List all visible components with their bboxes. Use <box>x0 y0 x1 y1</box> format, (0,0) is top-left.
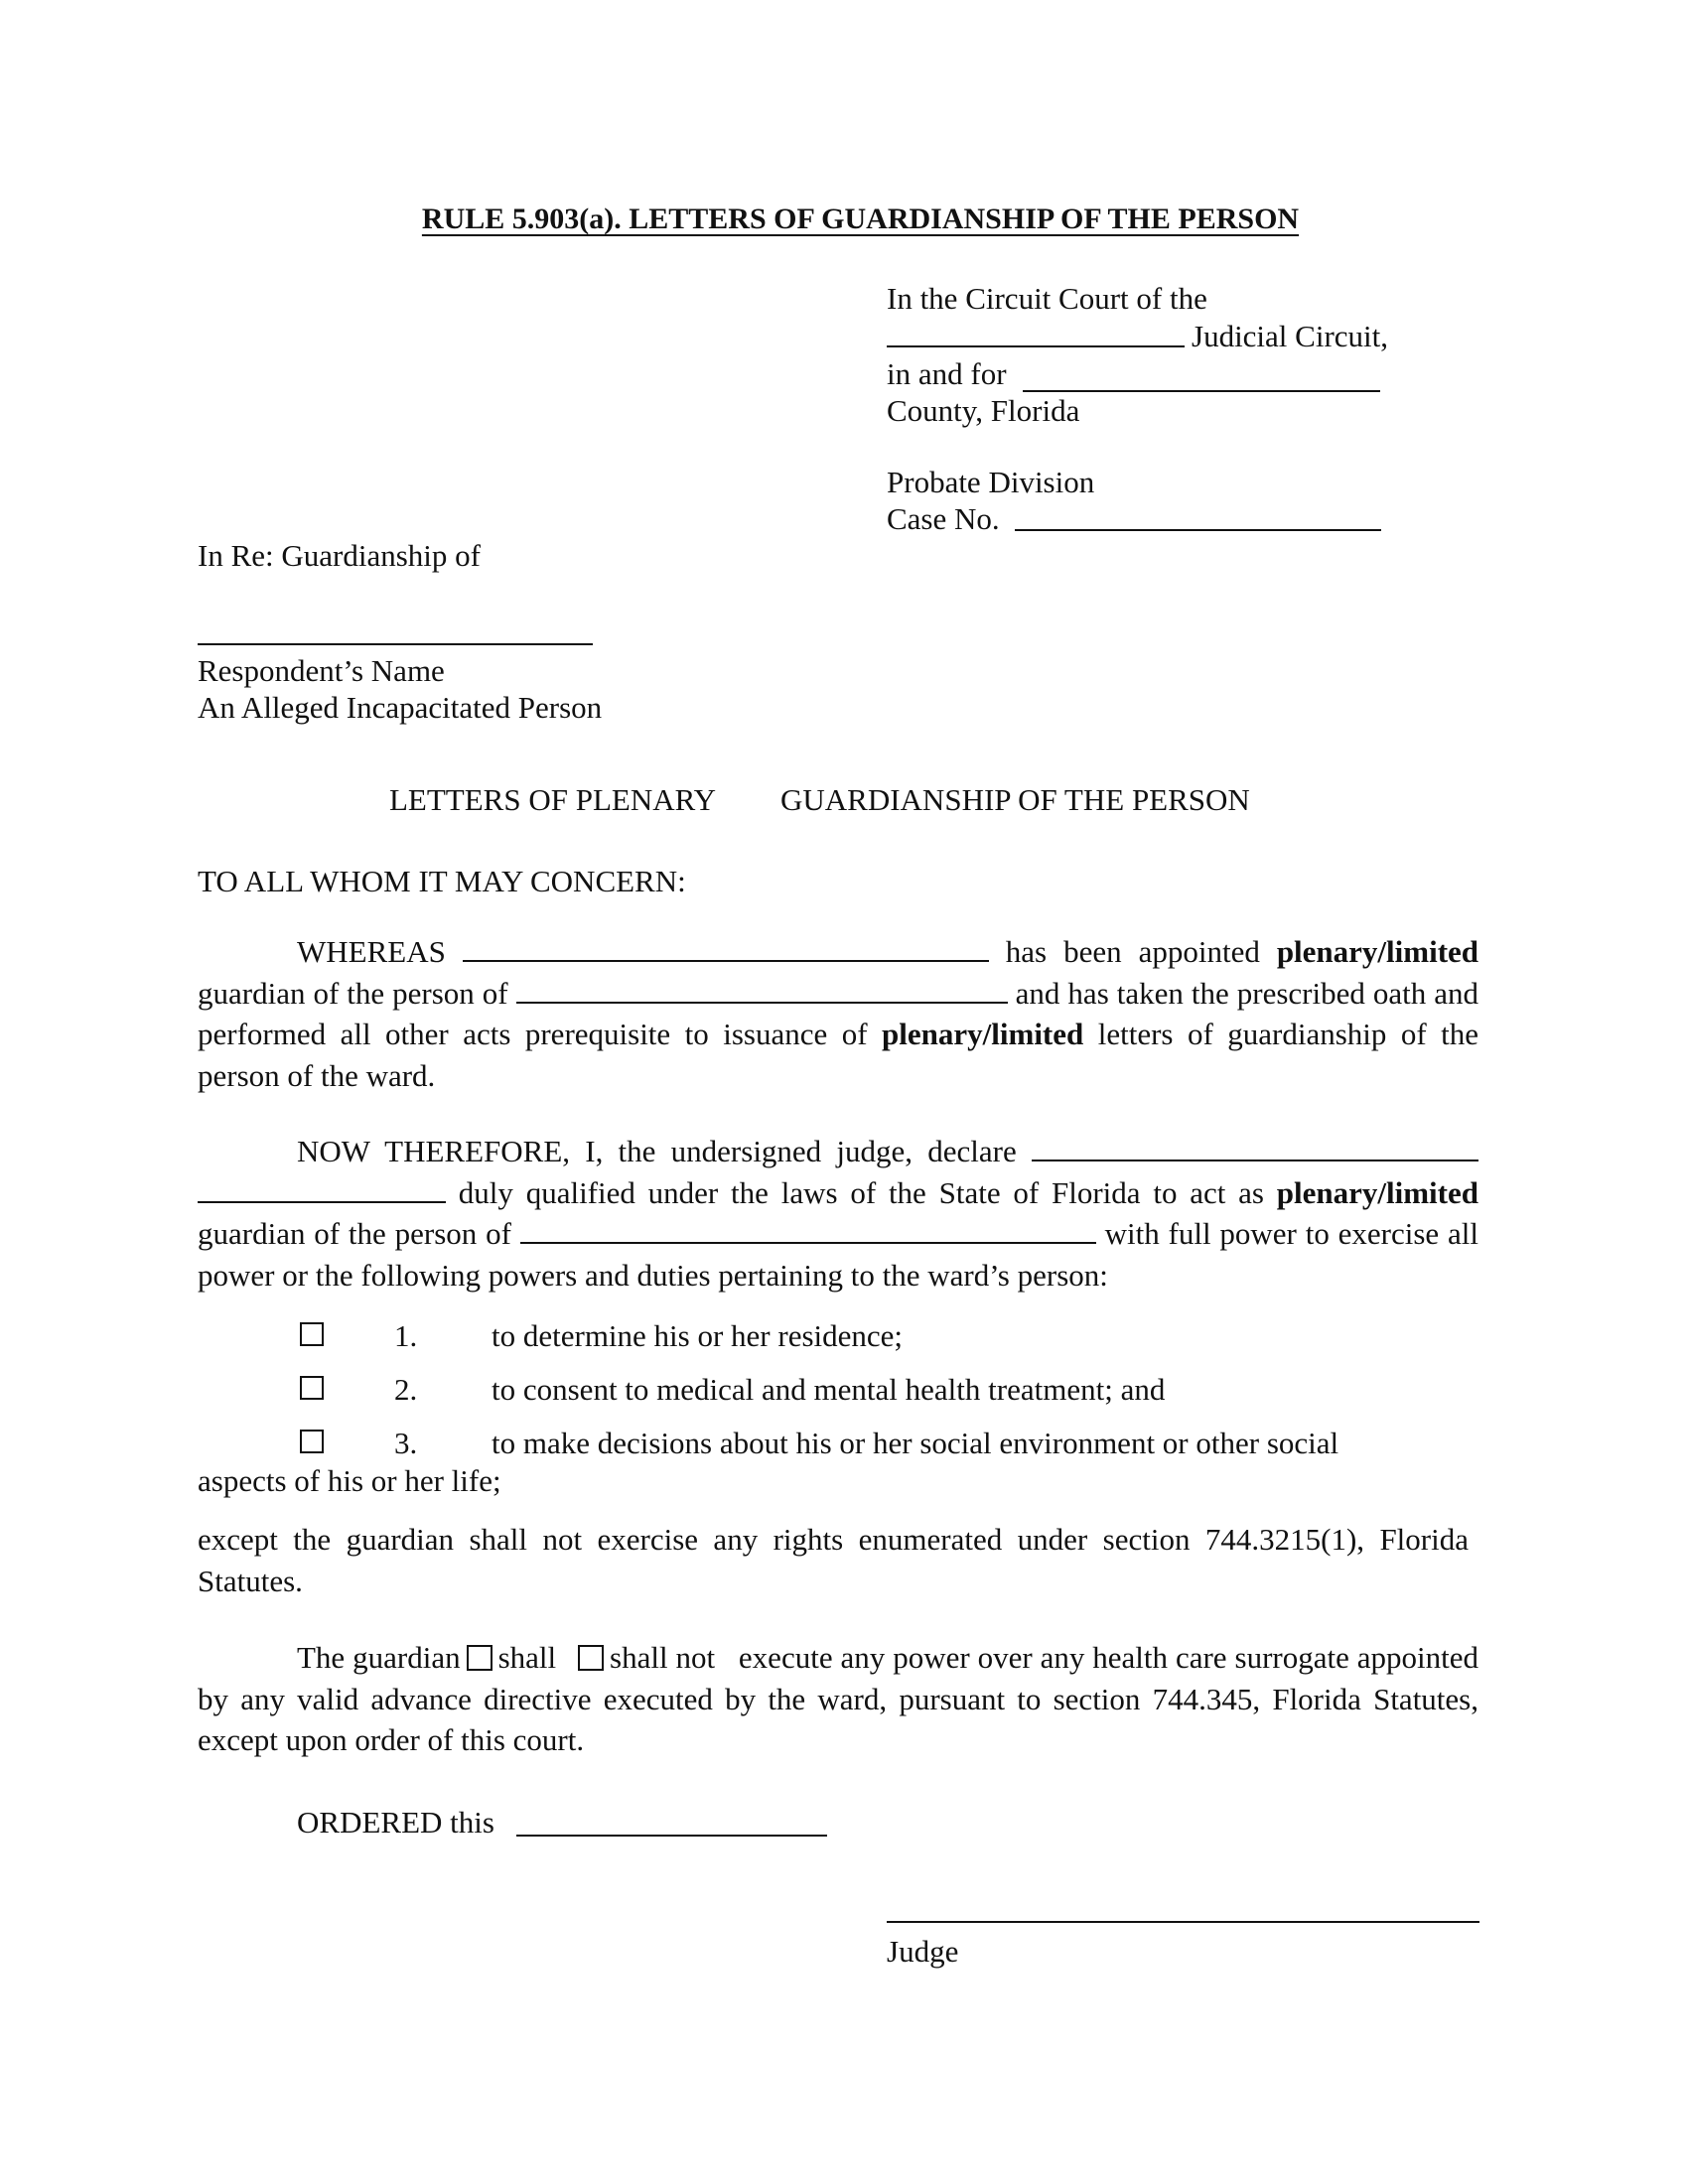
now-therefore-text-5: with full power to exercise all power or the following powers and duties pertaining to the ward’s person: <box>198 1216 1478 1293</box>
power-2-number: 2. <box>394 1372 418 1407</box>
surrogate-text-1: The guardian <box>297 1640 461 1675</box>
plenary-limited-1: plenary/limited <box>1276 934 1479 969</box>
county-blank[interactable] <box>1023 390 1380 392</box>
judicial-circuit-blank[interactable] <box>887 345 1185 347</box>
shall-not-label: shall not <box>610 1640 716 1675</box>
respondent-sub-label: An Alleged Incapacitated Person <box>198 690 603 725</box>
power-3-continuation: aspects of his or her life; <box>198 1463 501 1498</box>
power-1-text: to determine his or her residence; <box>492 1318 904 1353</box>
judge-label: Judge <box>887 1934 959 1969</box>
declared-name-blank-a[interactable] <box>1032 1159 1478 1161</box>
whereas-text-7: letters of guardianship of the person of the ward. <box>198 1017 1479 1093</box>
whereas-text-2: has been appointed <box>1005 934 1260 969</box>
surrogate-text-4: execute any power over any health care surrogate appointed by any valid advance directive executed by the ward, pursuant to section 744.345, Florida Statutes, except upon order of this court. <box>198 1640 1479 1757</box>
now-therefore-text-4: guardian of the person of <box>198 1216 511 1251</box>
now-therefore-paragraph <box>198 1131 1478 1296</box>
ward-name-blank-2[interactable] <box>520 1241 1096 1244</box>
probate-division: Probate Division <box>887 465 1095 499</box>
shall-not-checkbox[interactable] <box>578 1645 604 1671</box>
ward-name-blank-1[interactable] <box>516 1001 1008 1004</box>
case-no-blank[interactable] <box>1015 529 1381 531</box>
ordered-label: ORDERED this <box>297 1805 494 1840</box>
power-2-checkbox[interactable] <box>300 1376 324 1400</box>
court-line-1: In the Circuit Court of the <box>887 281 1207 316</box>
court-line-2: Judicial Circuit, <box>1192 319 1389 353</box>
heading-letters-plenary: LETTERS OF PLENARY <box>389 782 716 817</box>
shall-label: shall <box>497 1640 557 1675</box>
power-3-checkbox[interactable] <box>300 1430 324 1453</box>
declared-name-blank-b[interactable] <box>198 1200 446 1203</box>
court-line-3: in and for <box>887 356 1007 391</box>
plenary-limited-2: plenary/limited <box>882 1017 1084 1051</box>
salutation: TO ALL WHOM IT MAY CONCERN: <box>198 864 686 898</box>
whereas-text-4: guardian of the person of <box>198 975 508 1011</box>
except-paragraph: except the guardian shall not exercise any rights enumerated under section 744.3215(1), Florida Statutes. <box>198 1522 1469 1598</box>
heading-guardianship-person: GUARDIANSHIP OF THE PERSON <box>780 782 1250 817</box>
court-line-4: County, Florida <box>887 393 1080 428</box>
judge-signature-line[interactable] <box>887 1921 1479 1923</box>
power-1-checkbox[interactable] <box>300 1322 324 1346</box>
ordered-date-blank[interactable] <box>516 1835 827 1837</box>
respondent-name-label: Respondent’s Name <box>198 653 445 688</box>
now-therefore-text-2: duly qualified under the laws of the State of Florida to act as <box>458 1174 1264 1210</box>
now-therefore-text-1: NOW THEREFORE, I, the undersigned judge, declare <box>297 1134 1017 1168</box>
power-2-text: to consent to medical and mental health treatment; and <box>492 1372 1166 1407</box>
shall-checkbox[interactable] <box>467 1645 492 1671</box>
guardian-name-blank[interactable] <box>463 959 989 962</box>
respondent-name-blank[interactable] <box>198 643 593 645</box>
plenary-limited-3: plenary/limited <box>1276 1174 1478 1210</box>
page-title: RULE 5.903(a). LETTERS OF GUARDIANSHIP OF THE PERSON <box>421 203 1300 235</box>
whereas-text-5: and has taken the prescribed oath and performed all other acts prerequisite to issuance of <box>198 975 1479 1051</box>
whereas-paragraph <box>198 931 1478 1096</box>
whereas-word: WHEREAS <box>297 934 446 969</box>
power-3-number: 3. <box>394 1426 418 1460</box>
power-3-text: to make decisions about his or her social environment or other social <box>492 1426 1339 1460</box>
power-1-number: 1. <box>394 1318 418 1353</box>
in-re-label: In Re: Guardianship of <box>198 538 481 573</box>
case-no-label: Case No. <box>887 501 1000 536</box>
surrogate-paragraph <box>198 1637 1478 1761</box>
